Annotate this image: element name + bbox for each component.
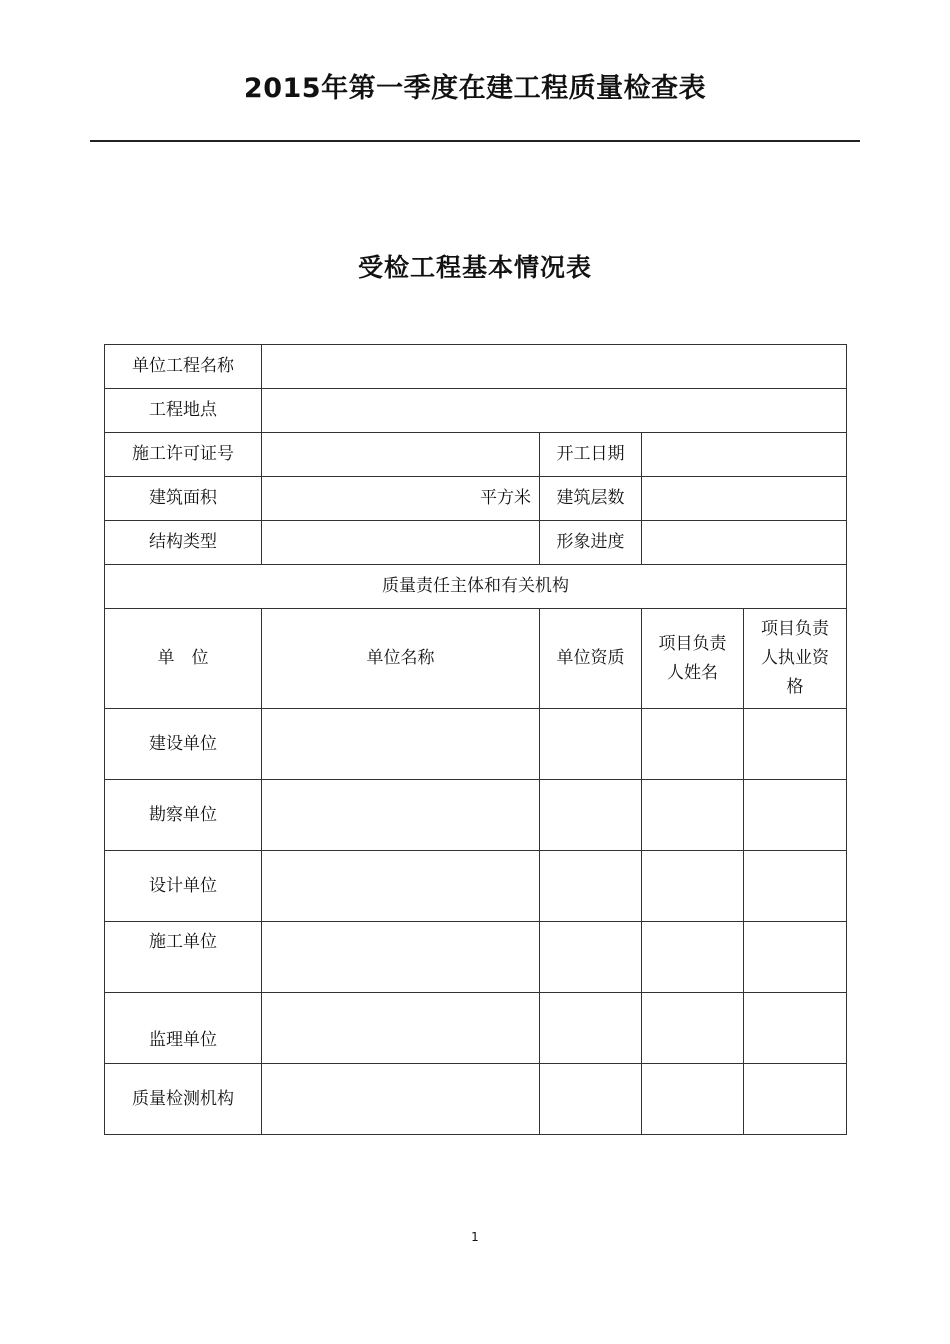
table-header-row <box>105 609 847 709</box>
project-location-label: 工程地点 <box>105 389 262 433</box>
table-row <box>105 851 847 922</box>
row-label-testing-agency: 质量检测机构 <box>105 1064 262 1135</box>
cell <box>744 851 847 922</box>
header-manager-name: 项目负责人姓名 <box>642 609 744 709</box>
table-title: 受检工程基本情况表 <box>357 253 592 282</box>
table-row <box>105 389 847 433</box>
cell <box>262 851 540 922</box>
table-row <box>105 1064 847 1135</box>
cell <box>262 1064 540 1135</box>
project-info-table <box>104 344 847 1135</box>
area-unit: 平方米 <box>480 488 531 509</box>
cell <box>744 1064 847 1135</box>
table-row <box>105 709 847 780</box>
cell <box>262 780 540 851</box>
cell <box>262 709 540 780</box>
header-rule <box>90 140 860 142</box>
cell <box>744 922 847 993</box>
cell <box>262 993 540 1064</box>
document-title: 2015年第一季度在建工程质量检查表 <box>243 73 707 104</box>
table-row <box>105 477 847 521</box>
building-area-label: 建筑面积 <box>105 477 262 521</box>
table-row <box>105 922 847 993</box>
unit-project-name-label: 单位工程名称 <box>105 345 262 389</box>
row-label-design-unit: 设计单位 <box>105 851 262 922</box>
cell <box>642 851 744 922</box>
start-date-label: 开工日期 <box>540 433 642 477</box>
start-date-value <box>642 433 847 477</box>
cell <box>642 922 744 993</box>
cell <box>540 780 642 851</box>
cell <box>262 922 540 993</box>
cell <box>642 993 744 1064</box>
cell <box>540 1064 642 1135</box>
header-manager-qualification: 项目负责人执业资格 <box>744 609 847 709</box>
construction-permit-label: 施工许可证号 <box>105 433 262 477</box>
row-label-survey-unit: 勘察单位 <box>105 780 262 851</box>
construction-permit-value <box>262 433 540 477</box>
table-row <box>105 780 847 851</box>
row-label-construction-unit: 建设单位 <box>105 709 262 780</box>
building-area-value <box>262 477 540 521</box>
structure-type-label: 结构类型 <box>105 521 262 565</box>
page-number: 1 <box>471 1230 479 1244</box>
row-label-supervision-unit: 监理单位 <box>105 993 262 1064</box>
cell <box>744 993 847 1064</box>
progress-label: 形象进度 <box>540 521 642 565</box>
header-unit: 单 位 <box>105 609 262 709</box>
unit-project-name-value <box>262 345 847 389</box>
cell <box>540 922 642 993</box>
table-row <box>105 521 847 565</box>
header-unit-name: 单位名称 <box>262 609 540 709</box>
cell <box>540 709 642 780</box>
cell <box>642 780 744 851</box>
cell <box>744 709 847 780</box>
structure-type-value <box>262 521 540 565</box>
progress-value <box>642 521 847 565</box>
header-unit-qualification: 单位资质 <box>540 609 642 709</box>
cell <box>744 780 847 851</box>
responsibility-section-title: 质量责任主体和有关机构 <box>105 565 847 609</box>
table-row <box>105 433 847 477</box>
cell <box>642 1064 744 1135</box>
row-label-contractor-unit: 施工单位 <box>105 922 262 993</box>
cell <box>540 993 642 1064</box>
cell <box>540 851 642 922</box>
building-floors-value <box>642 477 847 521</box>
building-floors-label: 建筑层数 <box>540 477 642 521</box>
project-location-value <box>262 389 847 433</box>
table-row <box>105 565 847 609</box>
table-row <box>105 993 847 1064</box>
cell <box>642 709 744 780</box>
table-row <box>105 345 847 389</box>
